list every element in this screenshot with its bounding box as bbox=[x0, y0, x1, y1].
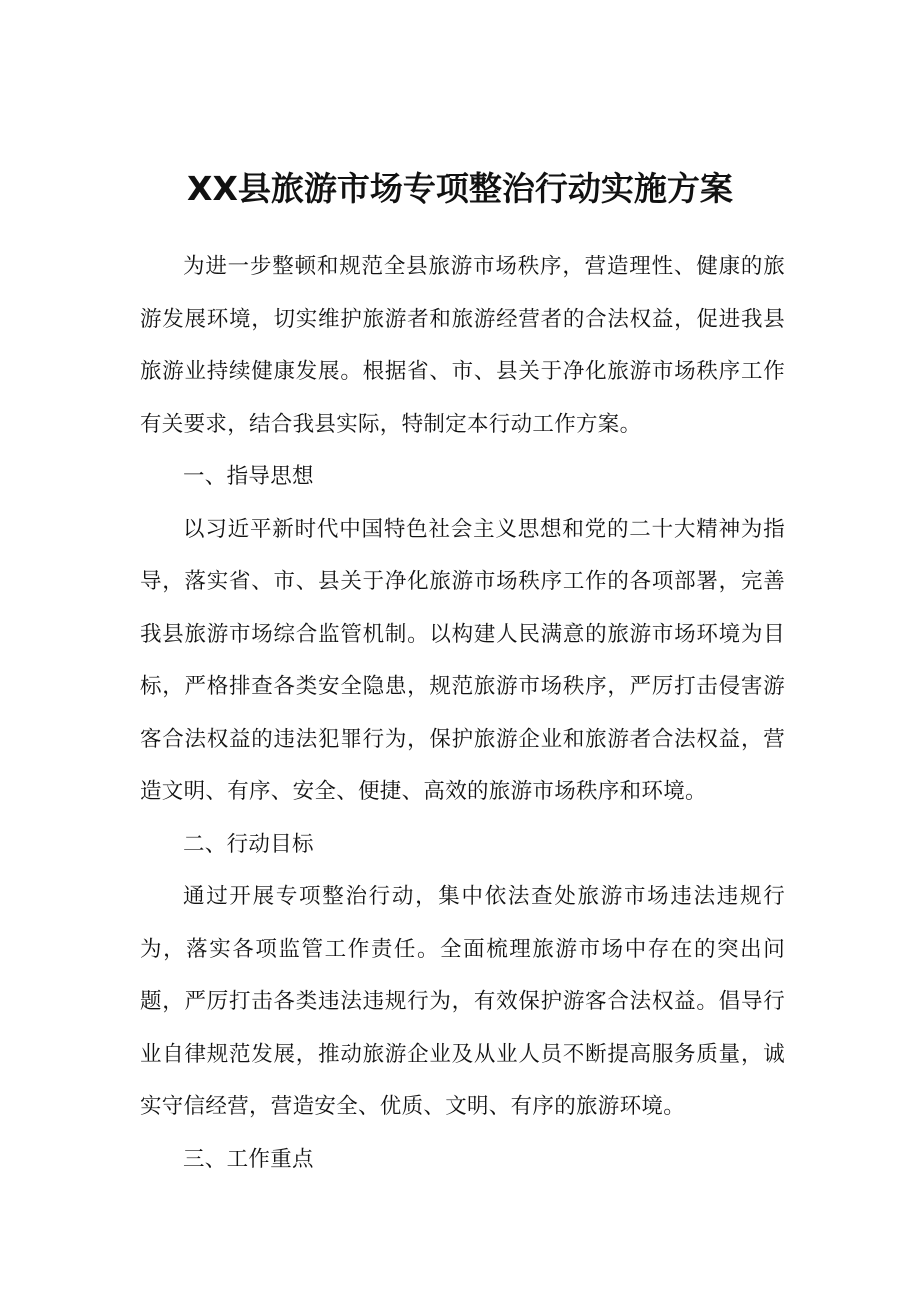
section-heading-action-goals: 二、行动目标 bbox=[183, 831, 314, 857]
action-goals-paragraph: 通过开展专项整治行动，集中依法查处旅游市场违法违规行为，落实各项监管工作责任。全面梳理旅游市场中存在的突出问题，严厉打击各类违法违规行为，有效保护游客合法权益。倡导行业自律规范发展，推动旅游企业及从业人员不断提高服务质量，诚实守信经营，营造安全、优质、文明、有序的旅游环境。 bbox=[140, 884, 785, 1119]
section-heading-work-priorities: 三、工作重点 bbox=[183, 1146, 314, 1172]
document-body bbox=[140, 241, 785, 1186]
guiding-ideology-paragraph: 以习近平新时代中国特色社会主义思想和党的二十大精神为指导，落实省、市、县关于净化旅游市场秩序工作的各项部署，完善我县旅游市场综合监管机制。以构建人民满意的旅游市场环境为目标，严格排查各类安全隐患，规范旅游市场秩序，严厉打击侵害游客合法权益的违法犯罪行为，保护旅游企业和旅游者合法权益，营造文明、有序、安全、便捷、高效的旅游市场秩序和环境。 bbox=[140, 516, 785, 804]
intro-paragraph: 为进一步整顿和规范全县旅游市场秩序，营造理性、健康的旅游发展环境，切实维护旅游者和旅游经营者的合法权益，促进我县旅游业持续健康发展。根据省、市、县关于净化旅游市场秩序工作有关要求，结合我县实际，特制定本行动工作方案。 bbox=[140, 254, 785, 437]
document-title: XX县旅游市场专项整治行动实施方案 bbox=[187, 169, 733, 208]
section-heading-guiding-ideology: 一、指导思想 bbox=[183, 464, 314, 489]
